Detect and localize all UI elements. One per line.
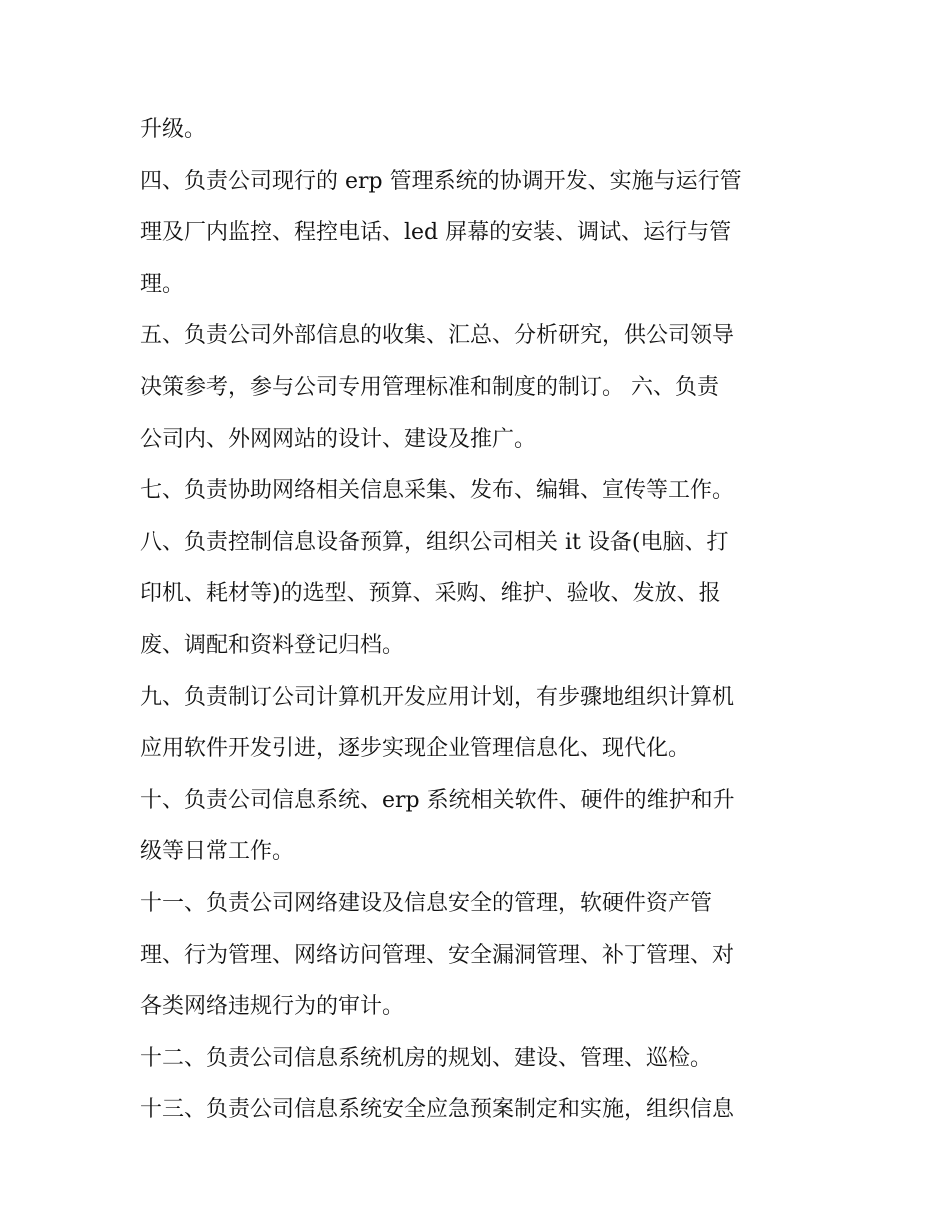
- text-line: 决策参考，参与公司专用管理标准和制度的制订。 六、负责: [140, 374, 719, 400]
- text-line: 升级。: [140, 117, 207, 142]
- text-line: 废、调配和资料登记归档。: [140, 632, 405, 658]
- text-line: 八、负责控制信息设备预算，组织公司相关 it 设备(电脑、打: [140, 529, 729, 555]
- text-line: 印机、耗材等)的选型、预算、采购、维护、验收、发放、报: [140, 581, 721, 607]
- text-line: 理、行为管理、网络访问管理、安全漏洞管理、补丁管理、对: [140, 942, 735, 968]
- text-line: 五、负责公司外部信息的收集、汇总、分析研究，供公司领导: [140, 323, 735, 349]
- text-line: 级等日常工作。: [140, 839, 295, 865]
- text-line: 四、负责公司现行的 erp 管理系统的协调开发、实施与运行管: [140, 168, 742, 194]
- text-line: 应用软件开发引进，逐步实现企业管理信息化、现代化。: [140, 736, 691, 762]
- text-line: 十一、负责公司网络建设及信息安全的管理，软硬件资产管: [140, 890, 713, 916]
- text-line: 各类网络违规行为的审计。: [140, 994, 405, 1020]
- document-body: [140, 104, 820, 1136]
- text-line: 十二、负责公司信息系统机房的规划、建设、管理、巡检。: [140, 1045, 713, 1071]
- text-line: 公司内、外网网站的设计、建设及推广。: [140, 426, 537, 452]
- text-line: 理。: [140, 271, 185, 297]
- text-line: 七、负责协助网络相关信息采集、发布、编辑、宣传等工作。: [140, 478, 735, 504]
- text-line: 九、负责制订公司计算机开发应用计划，有步骤地组织计算机: [140, 684, 735, 710]
- text-line: 理及厂内监控、程控电话、led 屏幕的安装、调试、运行与管: [140, 220, 732, 246]
- text-line: 十三、负责公司信息系统安全应急预案制定和实施，组织信息: [140, 1097, 735, 1123]
- text-line: 十、负责公司信息系统、erp 系统相关软件、硬件的维护和升: [140, 787, 735, 813]
